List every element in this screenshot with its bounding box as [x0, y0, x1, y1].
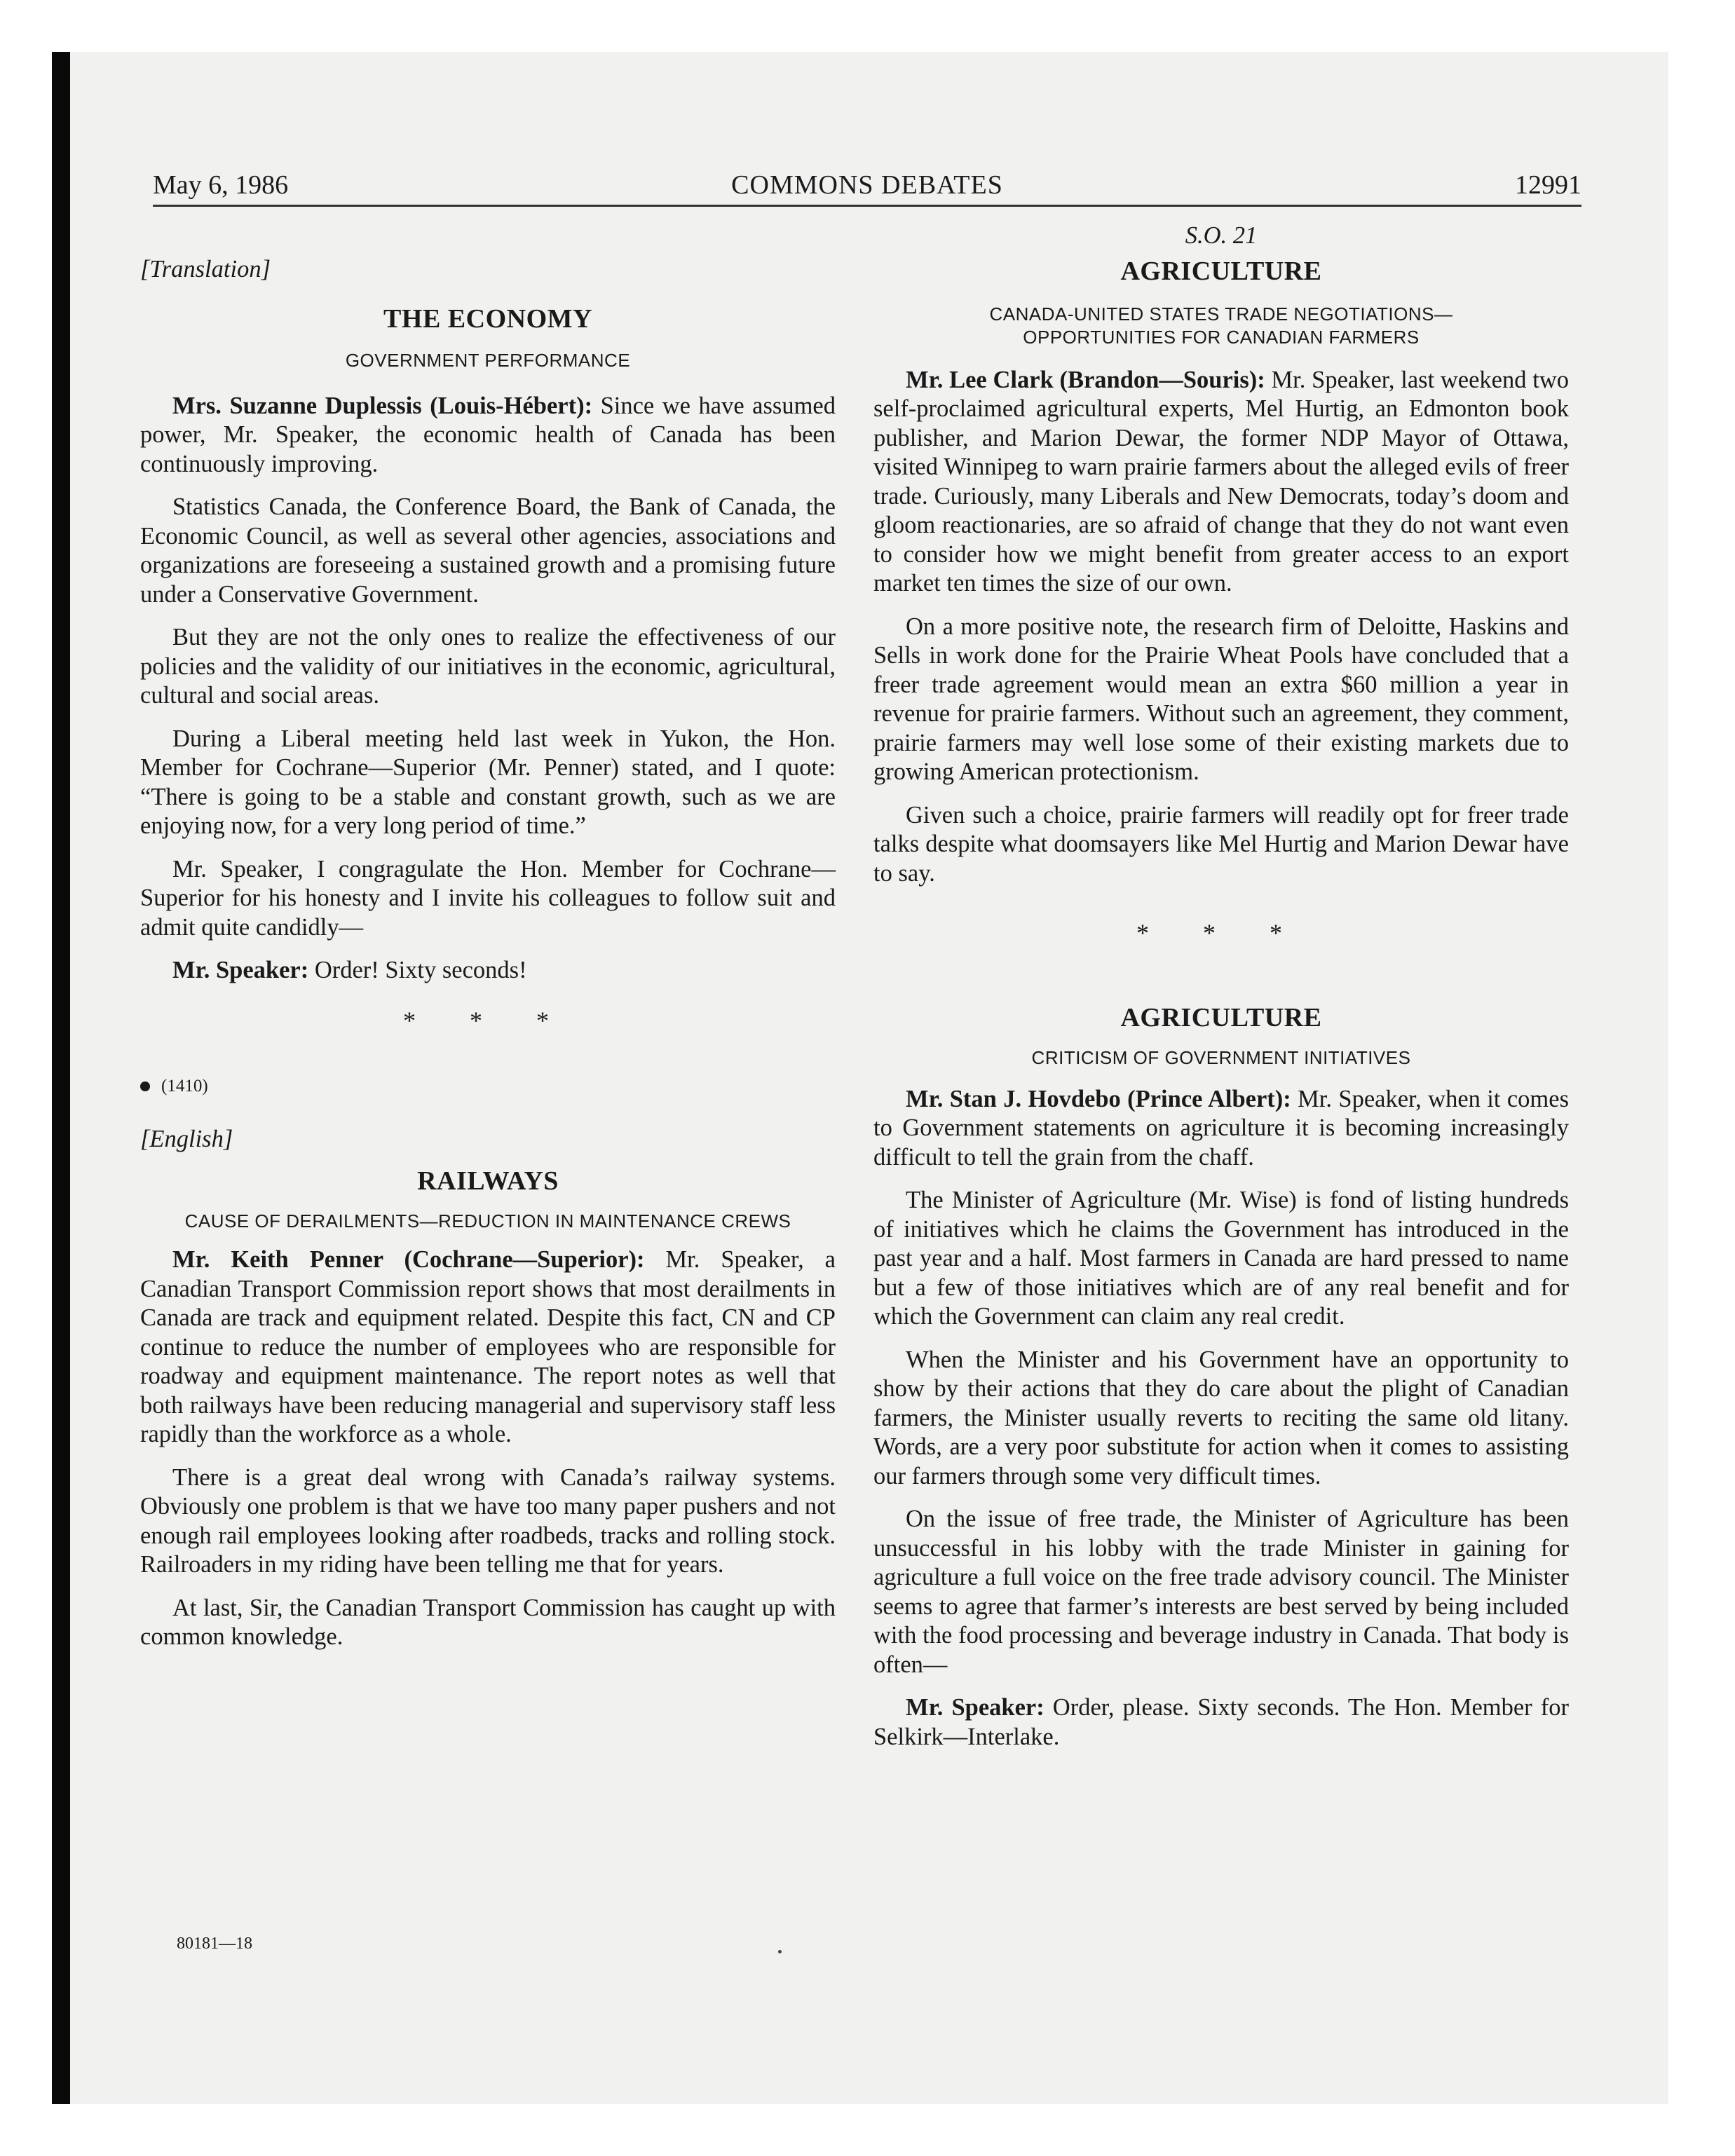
paragraph: But they are not the only ones to realize the effectiveness of our policies and the validity of our initiatives in the economic, agricultural, cultural and social areas. — [140, 624, 836, 709]
paragraph: Given such a choice, prairie farmers will readily opt for freer trade talks despite what doomsayers like Mel Hurtig and Marion Dewar have to say. — [873, 801, 1569, 887]
header-rule — [153, 205, 1581, 207]
speaker-name: Mrs. Suzanne Duplessis (Louis-Hébert): — [172, 392, 593, 419]
speaker-name: Mr. Lee Clark (Brandon—Souris): — [906, 366, 1265, 393]
paragraph: When the Minister and his Government have an opportunity to show by their actions that they do care about the plight of Canadian farmers, the Minister usually reverts to reciting the same old litany. Words, are a very poor substitute for action when it comes to assisting our farmers through some very difficult times. — [873, 1346, 1569, 1489]
speaker-name: Mr. Stan J. Hovdebo (Prince Albert): — [906, 1085, 1291, 1112]
header-date: May 6, 1986 — [153, 170, 289, 200]
subheading-derailments: CAUSE OF DERAILMENTS—REDUCTION IN MAINTENANCE CREWS — [184, 1210, 791, 1231]
section-heading-agriculture: AGRICULTURE — [1120, 256, 1322, 286]
paragraph: During a Liberal meeting held last week in Yukon, the Hon. Member for Cochrane—Superior (Mr. Penner) stated, and I quote: “There is going to be a stable and constant growth, such as we are enjoying now, for a very long period of time.” — [140, 725, 836, 839]
section-separator: * * * — [1136, 919, 1306, 947]
speaker-name: Mr. Speaker: — [172, 957, 309, 983]
subheading-trade-negotiations: CANADA-UNITED STATES TRADE NEGOTIATIONS— OPPORTUNITIES FOR CANADIAN FARMERS — [989, 303, 1453, 348]
subheading-government-performance: GOVERNMENT PERFORMANCE — [345, 349, 631, 371]
header-title: COMMONS DEBATES — [731, 170, 1003, 200]
paragraph: Statistics Canada, the Conference Board, the Bank of Canada, the Economic Council, as well as several other agencies, associations and organizations are foreseeing a sustained growth and a promising future under a Conservative Government. — [140, 493, 836, 608]
right-column — [873, 221, 1569, 1766]
paragraph: Mr. Speaker: Order, please. Sixty seconds. The Hon. Member for Selkirk—Interlake. — [873, 1694, 1569, 1750]
speaker-name: Mr. Keith Penner (Cochrane—Superior): — [172, 1246, 645, 1273]
paragraph: Mr. Speaker: Order! Sixty seconds! — [172, 957, 527, 983]
header-page-number: 12991 — [1515, 170, 1581, 200]
running-head — [153, 167, 1581, 203]
footer-code: 80181—18 — [177, 1935, 252, 1953]
paragraph: Mrs. Suzanne Duplessis (Louis-Hébert): Since we have assumed power, Mr. Speaker, the economic health of Canada has been continuously improving. — [140, 392, 836, 477]
bullet-icon — [140, 1082, 150, 1091]
paragraph: On a more positive note, the research firm of Deloitte, Haskins and Sells in work done for the Prairie Wheat Pools have concluded that a freer trade agreement would mean an extra $60 million a year in revenue for prairie farmers. Without such an agreement, they comment, prairie farmers may well lose some of their existing markets due to growing American protectionism. — [873, 613, 1569, 785]
timestamp: (1410) — [140, 1072, 836, 1101]
paragraph: There is a great deal wrong with Canada’s railway systems. Obviously one problem is that we have too many paper pushers and not enough rail employees looking after roadbeds, tracks and rolling stock. Railroaders in my riding have been telling me that for years. — [140, 1464, 836, 1578]
paragraph: Mr. Stan J. Hovdebo (Prince Albert): Mr. Speaker, when it comes to Government statements on agriculture it is becoming increasingly difficult to tell the grain from the chaff. — [873, 1085, 1569, 1171]
scan-edge-bar — [52, 52, 70, 2104]
paragraph: On the issue of free trade, the Minister of Agriculture has been unsuccessful in his lobby with the trade Minister in gaining for agriculture a full voice on the free trade advisory council. The Minister seems to agree that farmer’s interests are best served by being included with the food processing and beverage industry in Canada. That body is often— — [873, 1506, 1569, 1678]
paragraph: Mr. Speaker, I congragulate the Hon. Member for Cochrane—Superior for his honesty and I invite his colleagues to follow suit and admit quite candidly— — [140, 855, 836, 941]
paragraph: Mr. Lee Clark (Brandon—Souris): Mr. Speaker, last weekend two self-proclaimed agricultural experts, Mel Hurtig, an Edmonton book publisher, and Marion Dewar, the former NDP Mayor of Ottawa, visited Winnipeg to warn prairie farmers about the alleged evils of freer trade. Curiously, many Liberals and New Democrats, today’s doom and gloom reactionaries, are so afraid of change that they do not want even to consider how we might benefit from greater access to an export market ten times the size of our own. — [873, 366, 1569, 596]
section-heading-economy: THE ECONOMY — [383, 303, 592, 334]
paragraph: The Minister of Agriculture (Mr. Wise) is fond of listing hundreds of initiatives which he claims the Government has introduced in the past year and a half. Most farmers in Canada are hard pressed to name but a few of those initiatives which are of any real benefit and for which the Government can claim any real credit. — [873, 1187, 1569, 1330]
speaker-name: Mr. Speaker: — [906, 1694, 1045, 1721]
paragraph: At last, Sir, the Canadian Transport Commission has caught up with common knowledge. — [140, 1594, 836, 1650]
subheading-criticism: CRITICISM OF GOVERNMENT INITIATIVES — [1031, 1046, 1411, 1068]
scan-speck — [778, 1950, 782, 1953]
paragraph: Mr. Keith Penner (Cochrane—Superior): Mr. Speaker, a Canadian Transport Commission report shows that most derailments in Canada are track and equipment related. Despite this fact, CN and CP continue to reduce the number of employees who are responsible for roadway and equipment maintenance. The report notes as well that both railways have been reducing managerial and supervisory staff less rapidly than the workforce as a whole. — [140, 1246, 836, 1447]
translation-note: [Translation] — [140, 256, 271, 282]
section-heading-railways: RAILWAYS — [417, 1166, 559, 1196]
standing-order-label: S.O. 21 — [1185, 222, 1258, 249]
section-heading-agriculture: AGRICULTURE — [1120, 1002, 1322, 1032]
left-column — [140, 221, 836, 1666]
section-separator: * * * — [403, 1006, 573, 1035]
english-note: [English] — [140, 1125, 233, 1152]
